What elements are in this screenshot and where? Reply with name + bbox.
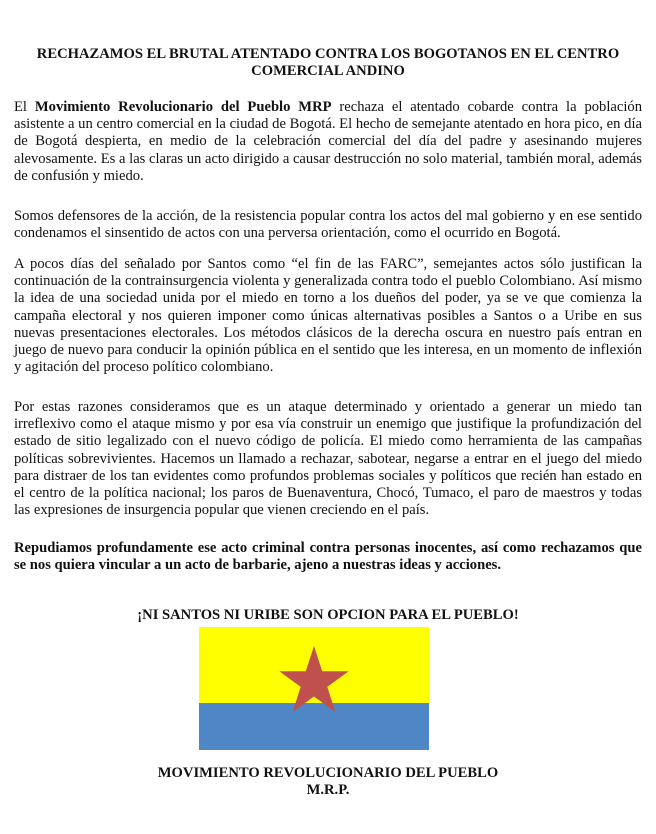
signature: [14, 765, 642, 799]
mrp-flag: [199, 627, 429, 750]
signature-line-1: MOVIMIENTO REVOLUCIONARIO DEL PUEBLO: [157, 765, 499, 781]
paragraph-1-body: rechaza el atentado cobarde contra la población asistente a un centro comercial en la ciudad de Bogotá. El hecho de semejante atentado en hora pico, en día de Bogotá despierta, en medio de la celebración comercial del día del padre y asesinando mujeres alevosamente. Es a las claras un acto dirigido a causar destrucción no solo material, también moral, además de confusión y miedo.: [14, 99, 642, 184]
title-line-2: COMERCIAL ANDINO: [251, 63, 405, 79]
flag-blue-band: [199, 703, 429, 750]
paragraph-5-statement: Repudiamos profundamente ese acto criminal contra personas inocentes, así como rechazamos que se nos quiera vincular a un acto de barbarie, ajeno a nuestras ideas y acciones.: [14, 540, 642, 574]
document-title: [14, 46, 642, 80]
paragraph-2: Somos defensores de la acción, de la resistencia popular contra los actos del mal gobierno y en ese sentido condenamos el sinsentido de actos con una perversa orientación, como el ocurrido en Bogotá.: [14, 208, 642, 242]
paragraph-1-intro: El: [14, 99, 35, 115]
paragraph-1: [14, 99, 642, 185]
title-line-1: RECHAZAMOS EL BRUTAL ATENTADO CONTRA LOS BOGOTANOS EN EL CENTRO: [36, 46, 620, 62]
slogan: ¡NI SANTOS NI URIBE SON OPCION PARA EL PUEBLO!: [137, 607, 519, 623]
paragraph-4: Por estas razones consideramos que es un ataque determinado y orientado a generar un miedo tan irreflexivo como el ataque mismo y por esa vía construir un enemigo que justifique la profundización del estado de sitio legalizado con el nuevo código de policía. El miedo como herramienta de las campañas políticas sobrevivientes. Hacemos un llamado a rechazar, sabotear, negarse a entrar en el juego del miedo para distraer de los tan evidentes como profundos problemas sociales y políticos que recién han estado en el centro de la política nacional; los paros de Buenaventura, Chocó, Tumaco, el paro de maestros y todas las expresiones de insurgencia popular que vienen creciendo en el país.: [14, 399, 642, 519]
paragraph-3: A pocos días del señalado por Santos como “el fin de las FARC”, semejantes actos sólo justifican la continuación de la contrainsurgencia violenta y generalizada contra todo el pueblo Colombiano. Así mismo la idea de una sociedad unida por el miedo en torno a los dueños del poder, ya se ve que comienza la campaña electoral y nos quieren imponer como únicas alternativas posibles a Santos o a Uribe en sus nuevas presentaciones electorales. Los métodos clásicos de la derecha oscura en nuestro país entran en juego de nuevo para conducir la opinión pública en el sentido que les interesa, en un momento de inflexión y agitación del proceso político colombiano.: [14, 256, 642, 376]
organization-name: Movimiento Revolucionario del Pueblo MRP: [34, 99, 332, 115]
signature-line-2: M.R.P.: [306, 782, 350, 798]
